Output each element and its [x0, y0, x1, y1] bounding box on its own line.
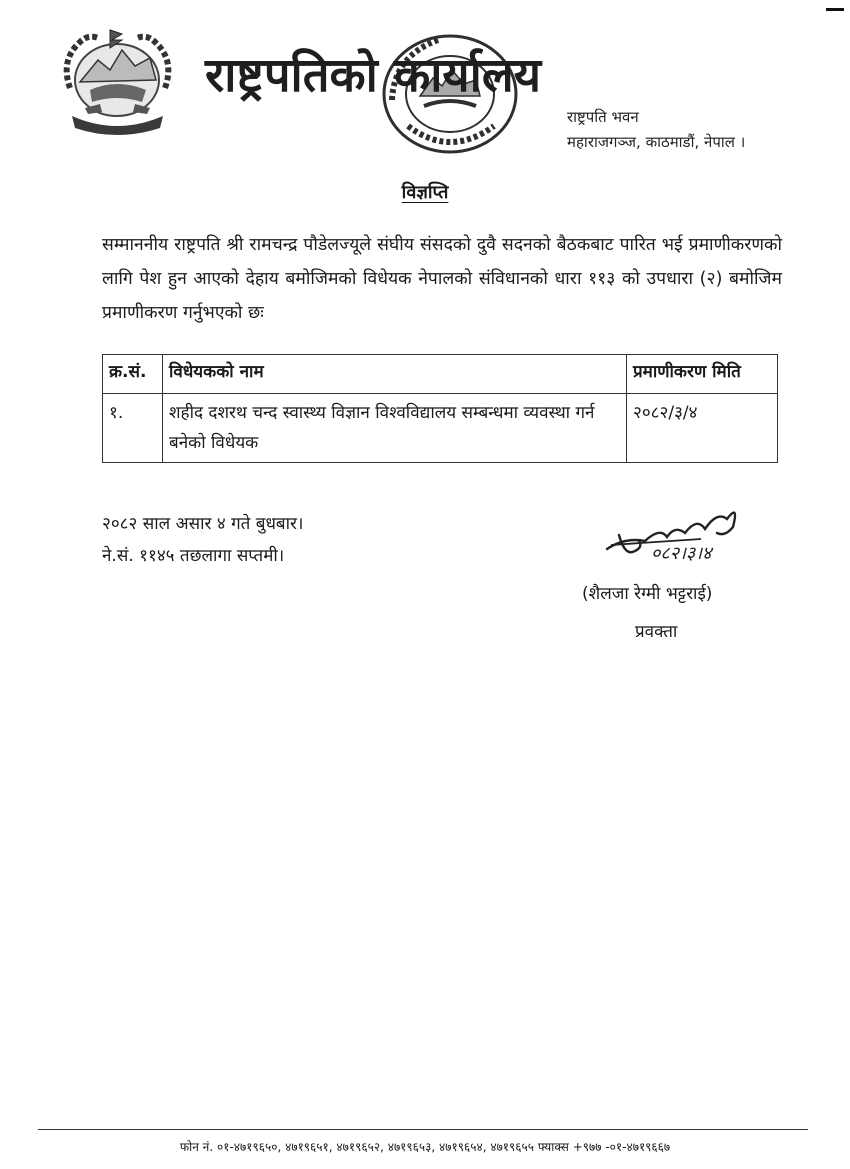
notice-body: सम्माननीय राष्ट्रपति श्री रामचन्द्र पौडेलज्यूले संघीय संसदको दुवै सदनको बैठकबाट पारित भई प्रमाणीकरणको लागि पेश हुन आएको देहाय बमोजिमको विधेयक नेपालको संविधानको धारा ११३ को उपधारा (२) बमोजिम प्रमाणीकरण गर्नुभएको छः [102, 235, 782, 323]
address-line-building: राष्ट्रपति भवन [567, 108, 639, 126]
corner-mark [826, 8, 844, 11]
table-header-row [103, 355, 778, 394]
office-address [567, 105, 745, 155]
cell-bill-name: शहीद दशरथ चन्द स्वास्थ्य विज्ञान विश्वविद्यालय सम्बन्धमा व्यवस्था गर्न बनेको विधेयक [163, 394, 627, 463]
notice-title-text: विज्ञप्ति [401, 182, 449, 203]
address-line-city: महाराजगञ्ज, काठमाडौं, नेपाल । [567, 133, 746, 151]
notice-heading [0, 180, 850, 204]
header-bill-name: विधेयकको नाम [163, 355, 627, 394]
footer-divider [38, 1129, 808, 1130]
national-emblem-icon [50, 20, 185, 138]
table-row [103, 394, 778, 463]
header-serial: क्र.सं. [103, 355, 163, 394]
signature-icon [605, 497, 745, 565]
office-title: राष्ट्रपतिको कार्यालय [205, 48, 541, 103]
bills-table [102, 354, 778, 463]
date-nepal-sambat: ने.सं. ११४५ तछलागा सप्तमी। [102, 546, 285, 566]
header-certification-date: प्रमाणीकरण मिति [627, 355, 778, 394]
cell-serial: १. [103, 394, 163, 463]
spokesperson-role: प्रवक्ता [635, 622, 678, 642]
footer-contact: फोन नं. ०१-४७१९६५०, ४७१९६५१, ४७१९६५२, ४७१९६५३, ४७१९६५४, ४७१९६५५ फ्याक्स +९७७ -०१-४७१९६६७ [179, 1140, 671, 1154]
date-bikram-sambat: २०८२ साल असार ४ गते बुधबार। [102, 514, 304, 534]
spokesperson-name: (शैलजा रेग्मी भट्टराई) [582, 584, 713, 604]
signature-date: ०८२।३।४ [651, 543, 712, 564]
cell-certification-date: २०८२/३/४ [627, 394, 778, 463]
